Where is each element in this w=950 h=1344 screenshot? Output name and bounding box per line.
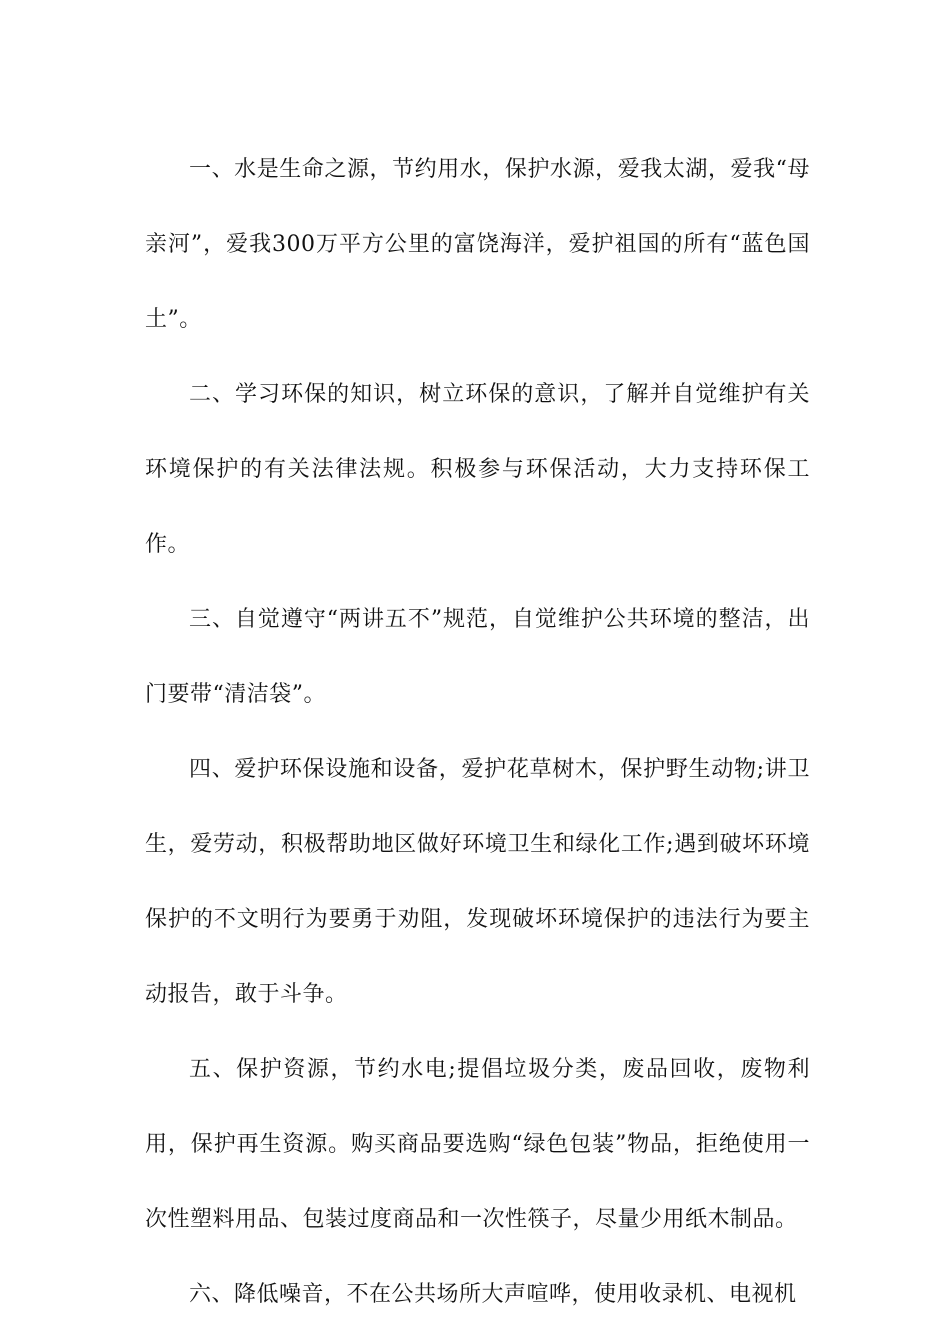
paragraph-6: 六、降低噪音，不在公共场所大声喧哗，使用收录机、电视机 — [189, 1282, 797, 1307]
paragraph-5: 五、保护资源，节约水电;提倡垃圾分类，废品回收，废物利用，保护再生资源。购买商品要选购“绿色包装”物品，拒绝使用一次性塑料用品、包装过度商品和一次性筷子，尽量少用纸木制品。 — [145, 1057, 810, 1232]
paragraph-2: 二、学习环保的知识，树立环保的意识，了解并自觉维护有关环境保护的有关法律法规。积极参与环保活动，大力支持环保工作。 — [145, 382, 810, 557]
document-body — [145, 132, 810, 1332]
paragraph-3: 三、自觉遵守“两讲五不”规范，自觉维护公共环境的整洁，出门要带“清洁袋”。 — [145, 607, 810, 707]
paragraph-1: 一、水是生命之源，节约用水，保护水源，爱我太湖，爱我“母亲河”，爱我300万平方公里的富饶海洋，爱护祖国的所有“蓝色国土”。 — [145, 157, 810, 332]
paragraph-4: 四、爱护环保设施和设备，爱护花草树木，保护野生动物;讲卫生，爱劳动，积极帮助地区做好环境卫生和绿化工作;遇到破坏环境保护的不文明行为要勇于劝阻，发现破坏环境保护的违法行为要主动报告，敢于斗争。 — [145, 757, 810, 1007]
